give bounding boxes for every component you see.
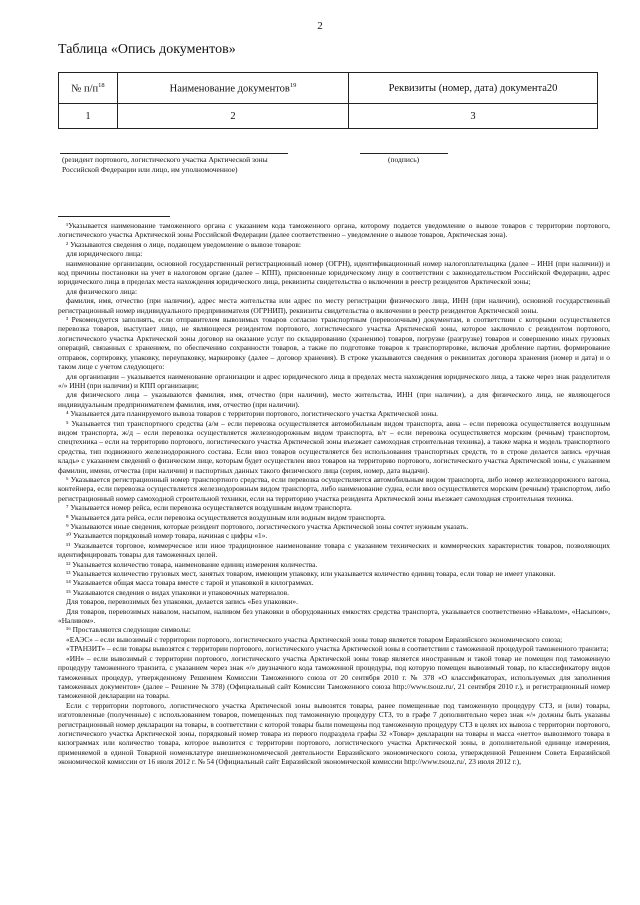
footnote-paragraph: ¹⁶ Проставляются следующие символы: <box>66 625 191 635</box>
header-details-cell <box>349 73 598 104</box>
footnote-separator <box>58 216 170 217</box>
footnote-paragraph: ¹⁵ Указываются сведения о видах упаковки и упаковочных материалов. <box>66 587 289 597</box>
document-inventory-table <box>58 72 598 129</box>
footnote-paragraph: ² Указываются сведения о лице, подающем уведомление о вывозе товаров: <box>66 239 301 249</box>
footnote-paragraph: ¹Указывается наименование таможенного органа с указанием кода таможенного органа, которому подается уведомление о вывозе товаров с территории портового, логистического участка Арктической зоны Российской Федерации (далее соответственно – уведомление о вывозе товаров, Арктическая зона). <box>58 221 610 240</box>
footnote-paragraph: «ТРАНЗИТ» – если товары вывозятся с территории портового, логистического участка Арктической зоны в соответствии с таможенной процедурой таможенного транзита; <box>66 644 609 654</box>
header-number-footnote: 18 <box>98 81 105 89</box>
footnote-paragraph: ¹² Указывается количество товара, наименование единиц измерения количества. <box>66 559 318 569</box>
footnote-paragraph: ⁴ Указывается дата планируемого вывоза товаров с территории портового, логистического участка Арктической зоны. <box>66 409 439 419</box>
table-number-row <box>59 104 598 129</box>
footnote-paragraph: ¹⁴ Указывается общая масса товара вместе с тарой и упаковкой в килограммах. <box>66 578 314 588</box>
footnote-paragraph: для юридического лица: <box>66 249 143 259</box>
footnote-paragraph: ¹¹ Указывается торговое, коммерческое или иное традиционное наименование товара с указанием технических и коммерческих характеристик товаров, позволяющих идентифицировать товары для таможенных целей. <box>58 540 610 560</box>
table-title: Таблица «Опись документов» <box>58 42 236 57</box>
footnote-paragraph: Если с территории портового, логистического участка Арктической зоны вывозятся товары, ранее помещенные под таможенную процедуру СТЗ, и (или) товары, изготовленные (полученные) с использованием товаров, помещенных под таможенную процедуру СТЗ, то в графе 7 дополнительно через знак «/» должны быть указаны регистрационный номер декларации на товары, в соответствии с которой товары были помещены под таможенную процедуру СТЗ в целях их вывоза с территории портового, логистического участка Арктической зоны, порядковый номер товара из первого подраздела графы 32 «Товар» декларации на товары и масса «нетто» вывозимого товара в килограммах или количество товара, которое вывозится с территории портового, логистического участка Арктической зоны, в дополнительной единице измерения, применяемой в единой Товарной номенклатуре внешнеэкономической деятельности Евразийского экономического союза, утвержденной Решением Совета Евразийской экономической комиссии от 16 июля 2012 г. № 54 (Официальный сайт Евразийской экономической комиссии http://www.tsouz.ru/, 23 июля 2012 г.), <box>58 700 610 767</box>
table-header-row <box>59 73 598 104</box>
footnote-paragraph: «ЕАЭС» – если вывозимый с территории портового, логистического участка Арктической зоны товар является товаром Евразийского экономического союза; <box>66 634 563 644</box>
footnote-paragraph: для физического лица – указываются фамилия, имя, отчество (при наличии), место жительства, ИНН (при наличии), а для физического лица, не являющегося индивидуальным предпринимателем фамилия, имя, отчество (при наличии). <box>58 390 610 409</box>
footnote-paragraph: ³ Рекомендуется заполнять, если отправителем вывозимых товаров согласно транспортным (перевозочным) документам, в соответствии с которыми осуществляется перевозка товаров, выступает лицо, не являющееся резидентом портового, логистического участка Арктической зоны, которое заключило с резидентом портового, логистического участка Арктической зоны договор на оказание услуг по складированию (хранению) товаров, погрузке (разгрузке) товаров и совершению иных грузовых операций, связанных с хранением, по обеспечению сохранности товаров, а также по подготовке товаров к транспортировке, включая дробление партии, формирование отправок, сортировку, упаковку, переупаковку, маркировку (далее – договор хранения). В строке указываются сведения о реквизитах договора хранения (номер и дата) и о таком лице с учетом следующего: <box>58 315 610 372</box>
footnote-paragraph: фамилия, имя, отчество (при наличии), адрес места жительства или адрес по месту регистрации физического лица, ИНН (при наличии), основной государственный регистрационный номер индивидуального предпринимателя (ОГРНИП), реквизиты свидетельства о включении в реестр резидентов Арктической зоны. <box>58 296 610 315</box>
page-number: 2 <box>317 20 323 32</box>
header-number-label: № п/п <box>71 83 99 95</box>
header-name-footnote: 19 <box>289 81 297 89</box>
header-name-cell <box>118 73 349 104</box>
footnote-paragraph: ⁷ Указывается номер рейса, если перевозка осуществляется воздушным видом транспорта. <box>66 503 352 513</box>
signatory-caption: (резидент портового, логистического участка Арктической зоны Российской Федерации или лицо, им уполномоченное) <box>62 155 268 174</box>
column-number-cell: 2 <box>118 104 349 129</box>
footnote-paragraph: «ИН» – если вывозимый с территории портового, логистического участка Арктической зоны товар является иностранным и такой товар не помещен под таможенную процедуру таможенного транзита, с указанием через знак «/» двузначного кода таможенной процедуры, под которую помещен вывозимый товар, по классификатору видов таможенных процедур, утвержденному Решением Комиссии Таможенного союза от 20 сентября 2010 г. № 378 «О классификаторах, используемых для заполнения таможенных документов» (далее – Решение № 378) (Официальный сайт Комиссии Таможенного союза http://www.tsouz.ru/, 21 сентября 2010 г.), и регистрационный номер таможенной декларации на товары. <box>58 653 610 701</box>
header-number-cell <box>59 73 118 104</box>
footnotes <box>58 221 610 767</box>
footnote-paragraph: наименование организации, основной государственный регистрационный номер (ОГРН), идентификационный номер налогоплательщика (далее – ИНН (при наличии)) и код причины постановки на учет в налоговом органе (далее – КПП), присвоенные юридическому лицу в соответствии с законодательством Российской Федерации, адрес юридического лица в пределах места нахождения юридического лица, реквизиты свидетельства о включении в реестр резидентов Арктической зоны; <box>58 258 610 287</box>
footnote-paragraph: для организации – указывается наименование организации и адрес юридического лица в пределах места нахождения юридического лица, а также через знак разделителя «/» ИНН (при наличии) и КПП организации; <box>58 371 610 390</box>
footnote-paragraph: Для товаров, перевозимых без упаковки, делается запись «Без упаковки». <box>66 597 298 607</box>
footnote-paragraph: Для товаров, перевозимых навалом, насыпом, наливом без упаковки в оборудованных емкостях средства транспорта, указывается соответственно «Навалом», «Насыпом», «Наливом». <box>58 606 610 626</box>
footnote-paragraph: для физического лица: <box>66 286 138 296</box>
column-number-cell: 1 <box>59 104 118 129</box>
header-details-label: Реквизиты (номер, дата) документа20 <box>388 82 558 94</box>
signature-caption: (подпись) <box>388 155 420 164</box>
footnote-paragraph: ¹³ Указывается количество грузовых мест, занятых товаром, имеющим упаковку, или указывается количество единиц товара, если товар не имеет упаковки. <box>66 569 556 579</box>
footnote-paragraph: ⁵ Указывается тип транспортного средства (а/м – если перевозка осуществляется автомобильным видом транспорта, авиа – если перевозка осуществляется воздушным видом транспорта, ж/д – если перевозка осуществляется железнодорожным видом транспорта, в/т – если перевозка осуществляется морским (речным) транспортом, спецтехника – если на территорию портового, логистического участка Арктической зоны въезжает самоходная строительная техника), а также марка и модель транспортного средства, тип подвижного железнодорожного состава. Если ввоз товаров осуществляется без использования транспортных средств, то в строке делается запись «ручная кладь» с указанием сведений о физическом лице, которым будет осуществлен ввоз товаров на территорию портового, логистического участка Арктической зоны, с указанием фамилии, имени, отчества (при наличии) и паспортных данных такого физического лица (серия, номер, дата выдачи). <box>58 418 610 475</box>
footnote-paragraph: ¹⁰ Указывается порядковый номер товара, начиная с цифры «1». <box>66 531 268 541</box>
footnote-paragraph: ⁹ Указываются иные сведения, которые резидент портового, логистического участка Арктической зоны сочтет нужным указать. <box>66 522 469 531</box>
footnote-paragraph: ⁸ Указывается дата рейса, если перевозка осуществляется воздушным или водным видом транспорта. <box>66 512 386 522</box>
signature-line-right <box>360 153 448 154</box>
footnote-paragraph: ⁶ Указывается регистрационный номер транспортного средства, если перевозка осуществляется автомобильным видом транспорта, либо номер железнодорожного вагона, контейнера, если перевозка осуществляется железнодорожным видом транспорта, либо наименование судна, если ввоз осуществляется морским (речным) транспортом, либо регистрационный номер самоходной строительной техники, если на территорию участка резидента Арктической зоны въезжает самоходная строительная техника. <box>58 474 610 503</box>
column-number-cell: 3 <box>349 104 598 129</box>
signature-line-left <box>60 153 288 154</box>
header-name-label: Наименование документов <box>169 83 290 95</box>
